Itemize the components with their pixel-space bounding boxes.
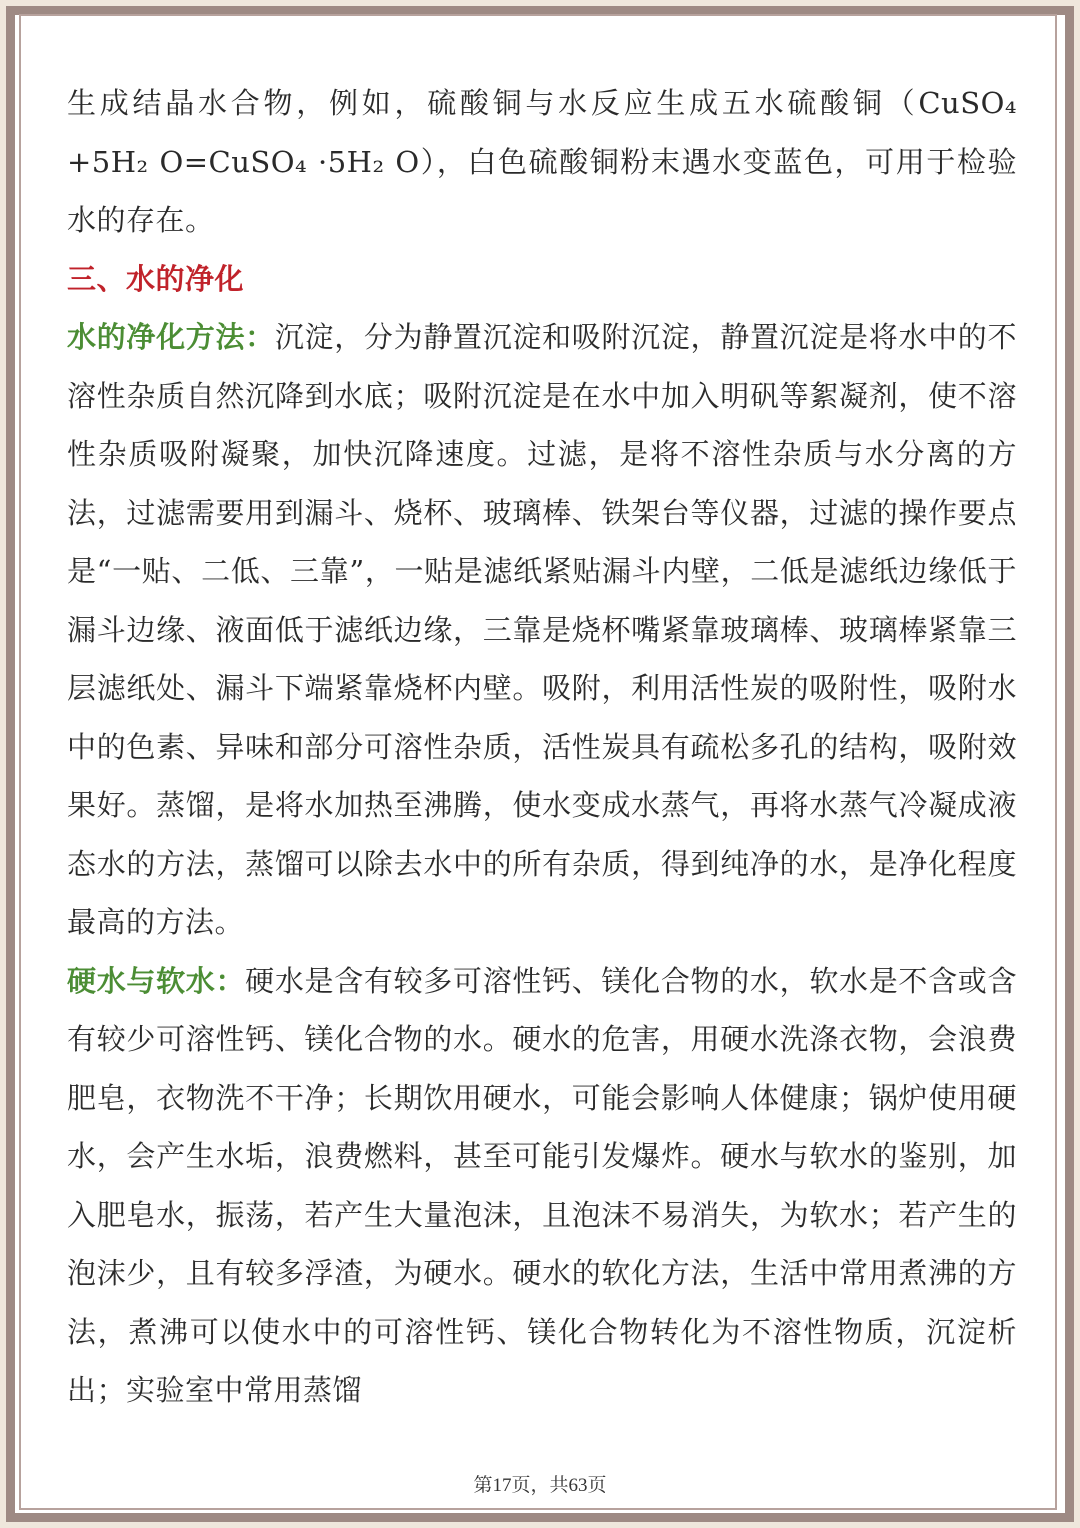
page-number: 第17页，共63页 — [473, 1475, 607, 1496]
hard-soft-water-term: 硬水与软水： — [67, 963, 246, 998]
intro-paragraph: 生成结晶水合物，例如，硫酸铜与水反应生成五水硫酸铜（CuSO₄ +5H₂ O=CuSO₄ ·5H₂ O），白色硫酸铜粉末遇水变蓝色，可用于检验水的存在。 — [67, 86, 1017, 237]
hard-soft-water-paragraph — [67, 952, 1017, 1420]
purification-text: 沉淀，分为静置沉淀和吸附沉淀，静置沉淀是将水中的不溶性杂质自然沉降到水底；吸附沉淀是在水中加入明矾等絮凝剂，使不溶性杂质吸附凝聚，加快沉降速度。过滤，是将不溶性杂质与水分离的方法，过滤需要用到漏斗、烧杯、玻璃棒、铁架台等仪器，过滤的操作要点是“一贴、二低、三靠”，一贴是滤纸紧贴漏斗内壁，二低是滤纸边缘低于漏斗边缘、液面低于滤纸边缘，三靠是烧杯嘴紧靠玻璃棒、玻璃棒紧靠三层滤纸处、漏斗下端紧靠烧杯内壁。吸附，利用活性炭的吸附性，吸附水中的色素、异味和部分可溶性杂质，活性炭具有疏松多孔的结构，吸附效果好。蒸馏，是将水加热至沸腾，使水变成水蒸气，再将水蒸气冷凝成液态水的方法，蒸馏可以除去水中的所有杂质，得到纯净的水，是净化程度最高的方法。 — [67, 320, 1017, 939]
section-heading-water-purification: 三、水的净化 — [67, 261, 245, 296]
purification-paragraph — [67, 308, 1017, 952]
hard-soft-water-text: 硬水是含有较多可溶性钙、镁化合物的水，软水是不含或含有较少可溶性钙、镁化合物的水。硬水的危害，用硬水洗涤衣物，会浪费肥皂，衣物洗不干净；长期饮用硬水，可能会影响人体健康；锅炉使用硬水，会产生水垢，浪费燃料，甚至可能引发爆炸。硬水与软水的鉴别，加入肥皂水，振荡，若产生大量泡沫，且泡沫不易消失，为软水；若产生的泡沫少，且有较多浮渣，为硬水。硬水的软化方法，生活中常用煮沸的方法，煮沸可以使水中的可溶性钙、镁化合物转化为不溶性物质，沉淀析出；实验室中常用蒸馏 — [67, 963, 1017, 1407]
document-body — [67, 74, 1017, 1420]
purification-term: 水的净化方法： — [67, 320, 275, 354]
